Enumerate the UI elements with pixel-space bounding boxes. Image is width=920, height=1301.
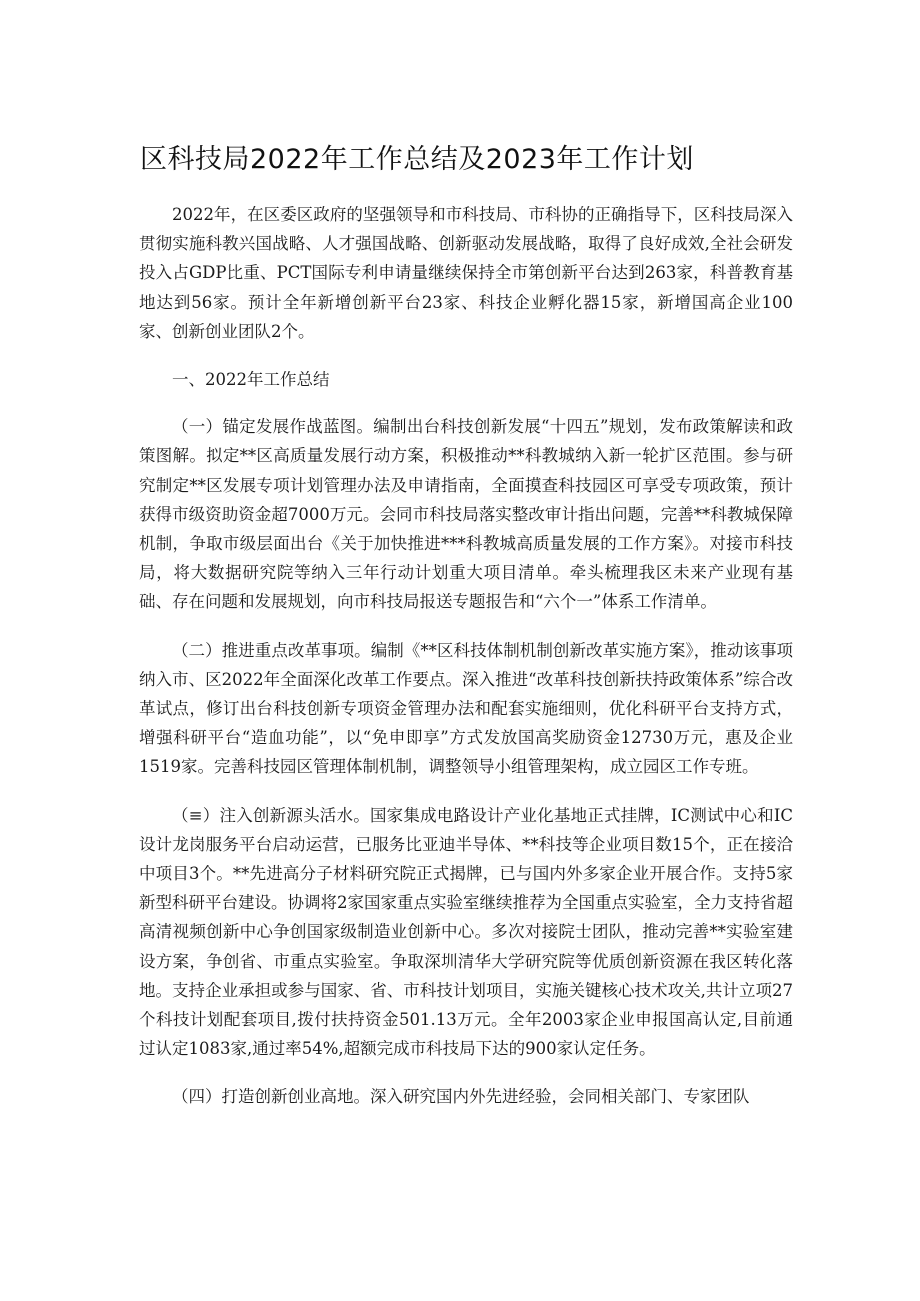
section-paragraph-4: （四）打造创新创业高地。深入研究国内外先进经验，会同相关部门、专家团队	[172, 1087, 750, 1107]
document-body	[139, 200, 793, 1131]
section-paragraph-3: （≡）注入创新源头活水。国家集成电路设计产业化基地正式挂牌，IC测试中心和IC设计龙岗服务平台启动运营，已服务比亚迪半导体、**科技等企业项目数15个，正在接洽中项目3个。**先进高分子材料研究院正式揭牌，已与国内外多家企业开展合作。支持5家新型科研平台建设。协调将2家国家重点实验室继续推荐为全国重点实验室，全力支持省超高清视频创新中心争创国家级制造业创新中心。多次对接院士团队，推动完善**实验室建设方案，争创省、市重点实验室。争取深圳清华大学研究院等优质创新资源在我区转化落地。支持企业承担或参与国家、省、市科技计划项目，实施关键核心技术攻关,共计立项27个科技计划配套项目,拨付扶持资金501.13万元。全年2003家企业申报国高认定,目前通过认定1083家,通过率54%,超额完成市科技局下达的900家认定任务。	[139, 805, 793, 1059]
section-heading-2022-summary: 一、2022年工作总结	[172, 370, 330, 390]
document-title: 区科技局2022年工作总结及2023年工作计划	[140, 144, 694, 175]
intro-paragraph: 2022年，在区委区政府的坚强领导和市科技局、市科协的正确指导下，区科技局深入贯彻实施科教兴国战略、人才强国战略、创新驱动发展战略，取得了良好成效,全社会研发投入占GDP比重、PCT国际专利申请量继续保持全市第创新平台达到263家，科普教育基地达到56家。预计全年新增创新平台23家、科技企业孵化器15家，新增国高企业100家、创新创业团队2个。	[139, 205, 793, 341]
section-paragraph-1: （一）锚定发展作战蓝图。编制出台科技创新发展“十四五”规划，发布政策解读和政策图解。拟定**区高质量发展行动方案，积极推动**科教城纳入新一轮扩区范围。参与研究制定**区发展专项计划管理办法及申请指南，全面摸查科技园区可享受专项政策，预计获得市级资助资金超7000万元。会同市科技局落实整改审计指出问题，完善**科教城保障机制，争取市级层面出台《关于加快推进***科教城高质量发展的工作方案》。对接市科技局，将大数据研究院等纳入三年行动计划重大项目清单。牵头梳理我区未来产业现有基础、存在问题和发展规划，向市科技局报送专题报告和“六个一”体系工作清单。	[139, 417, 793, 612]
section-paragraph-2: （二）推进重点改革事项。编制《**区科技体制机制创新改革实施方案》，推动该事项纳入市、区2022年全面深化改革工作要点。深入推进“改革科技创新扶持政策体系”综合改革试点，修订出台科技创新专项资金管理办法和配套实施细则，优化科研平台支持方式，增强科研平台“造血功能”，以“免申即享”方式发放国高奖励资金12730万元，惠及企业1519家。完善科技园区管理体制机制，调整领导小组管理架构，成立园区工作专班。	[139, 640, 793, 777]
